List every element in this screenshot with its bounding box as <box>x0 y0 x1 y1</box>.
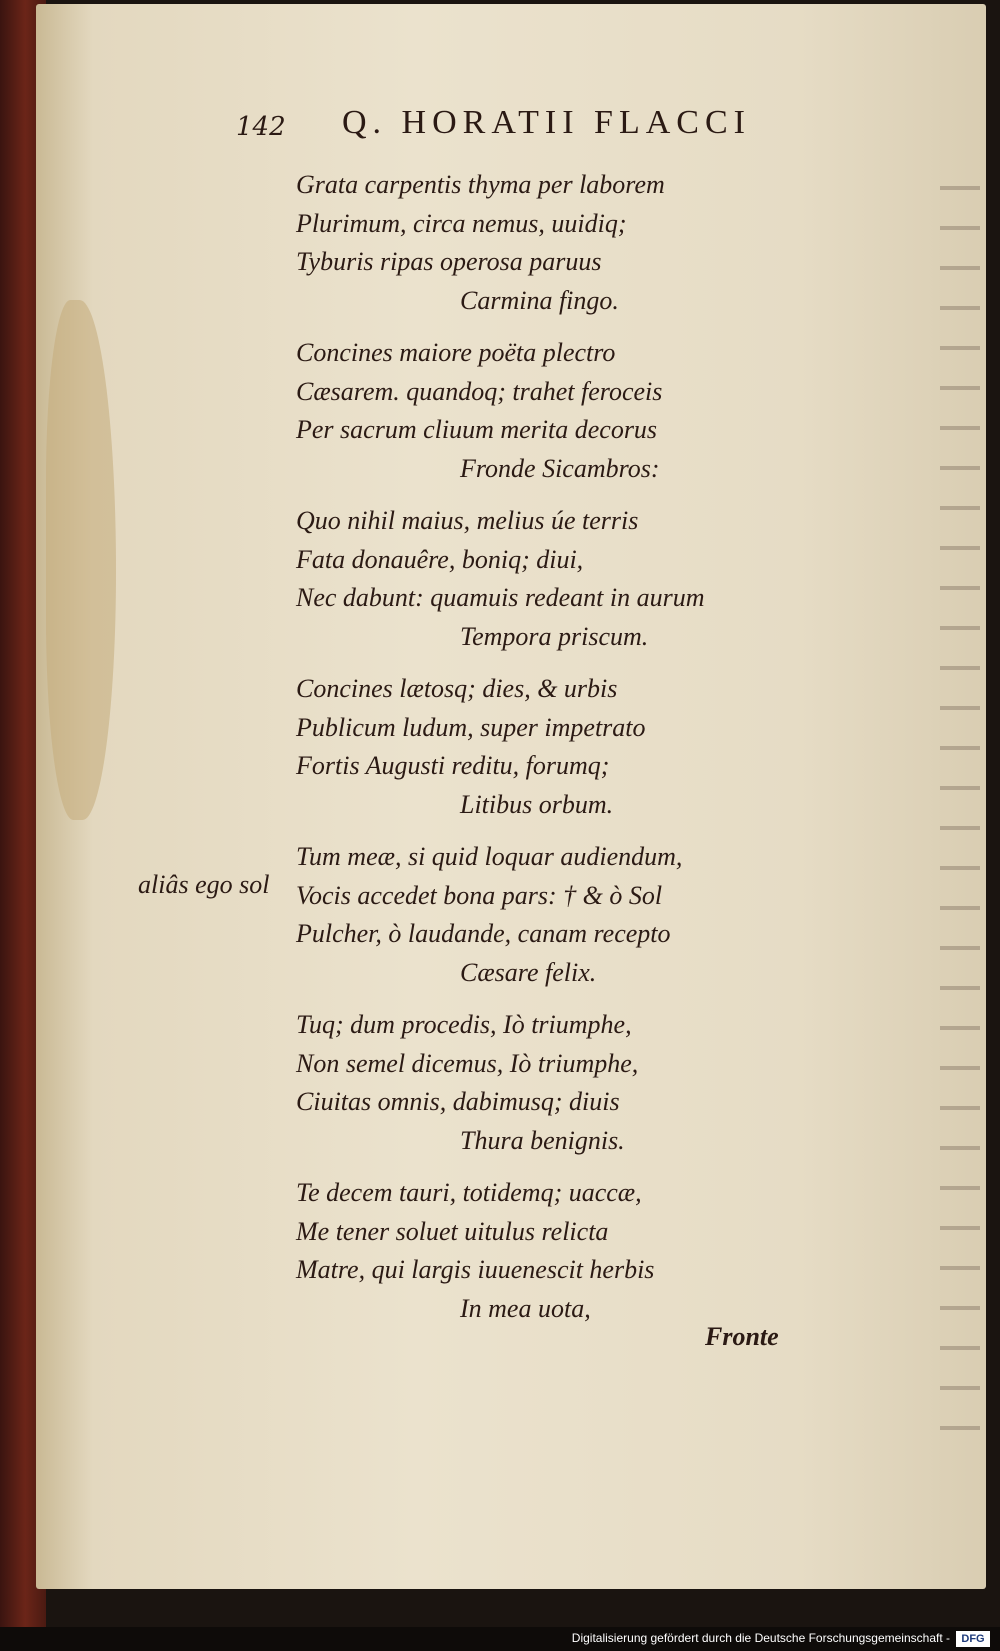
verse-line: Fronde Sicambros: <box>460 453 660 483</box>
funding-notice: Digitalisierung gefördert durch die Deutsche Forschungsgemeinschaft - <box>571 1631 950 1645</box>
stanza <box>296 166 936 320</box>
stanza <box>296 334 936 488</box>
verse-line: Carmina fingo. <box>460 285 619 315</box>
catchword: Fronte <box>705 1322 779 1351</box>
verse-line: Matre, qui largis iuuenescit herbis <box>296 1255 655 1284</box>
verse-line: Litibus orbum. <box>460 789 614 819</box>
verse-line: Thura benignis. <box>460 1125 625 1155</box>
verse-line: In mea uota, <box>460 1293 591 1323</box>
verse-line: Tyburis ripas operosa paruus <box>296 247 602 276</box>
verse-line: Non semel dicemus, Iò triumphe, <box>296 1048 639 1078</box>
verse-line: Tum meæ, si quid loquar audiendum, <box>296 842 683 871</box>
verse-line: Ciuitas omnis, dabimusq; diuis <box>296 1087 620 1116</box>
stanza <box>296 1006 936 1160</box>
verse-line: Pulcher, ò laudande, canam recepto <box>296 919 671 948</box>
footer-bar <box>0 1627 1000 1651</box>
verse-line: Vocis accedet bona pars: † & ò Sol <box>296 880 663 910</box>
running-head: Q. HORATII FLACCI <box>342 104 751 141</box>
stanza <box>296 502 936 656</box>
verse-line: Cæsare felix. <box>460 957 597 987</box>
verse-line: Per sacrum cliuum merita decorus <box>296 415 658 444</box>
poem-text <box>296 166 936 1342</box>
page-number: 142 <box>236 112 286 142</box>
verse-line: Nec dabunt: quamuis redeant in aurum <box>296 583 705 612</box>
verse-line: Fortis Augusti reditu, forumq; <box>296 751 610 780</box>
facing-page-edge <box>940 150 980 1450</box>
dfg-logo-icon: DFG <box>956 1631 990 1647</box>
page-header <box>0 104 1000 148</box>
verse-line: Fata donauêre, boniq; diui, <box>296 544 584 574</box>
verse-line: Me tener soluet uitulus relicta <box>296 1216 609 1246</box>
verse-line: Plurimum, circa nemus, uuidiq; <box>296 208 627 238</box>
verse-line: Grata carpentis thyma per laborem <box>296 170 665 199</box>
verse-line: Cæsarem. quandoq; trahet feroceis <box>296 376 663 406</box>
verse-line: Quo nihil maius, melius úe terris <box>296 506 639 535</box>
verse-line: Concines maiore poëta plectro <box>296 338 616 367</box>
verse-line: Tempora priscum. <box>460 621 649 651</box>
verse-line: Publicum ludum, super impetrato <box>296 712 646 742</box>
marginal-note: aliâs ego sol <box>138 870 270 899</box>
verse-line: Tuq; dum procedis, Iò triumphe, <box>296 1010 632 1039</box>
stanza <box>296 838 936 992</box>
verse-line: Te decem tauri, totidemq; uaccæ, <box>296 1178 642 1207</box>
stanza <box>296 670 936 824</box>
stanza <box>296 1174 936 1328</box>
verse-line: Concines lætosq; dies, & urbis <box>296 674 618 703</box>
